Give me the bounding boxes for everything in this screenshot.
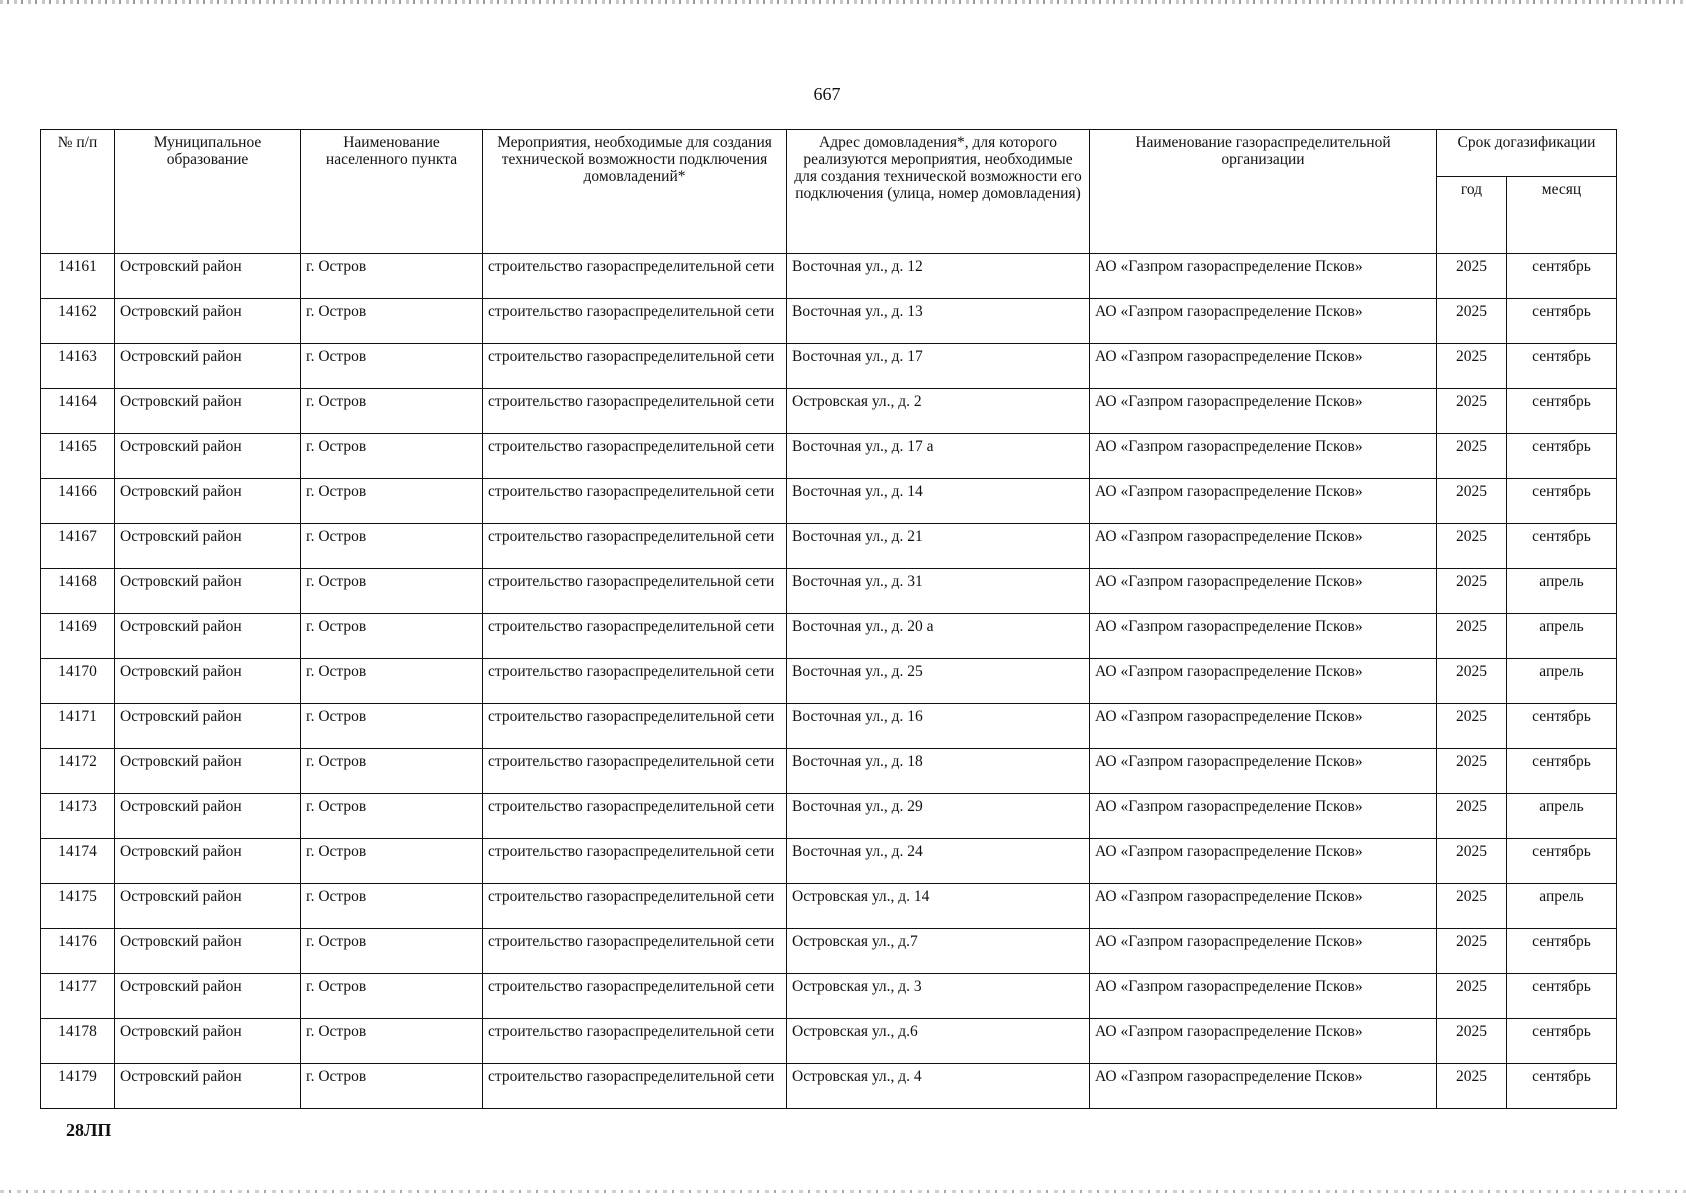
scan-edge-top bbox=[0, 0, 1686, 4]
cell-measure: строительство газораспределительной сети bbox=[483, 794, 787, 839]
cell-organization: АО «Газпром газораспределение Псков» bbox=[1090, 974, 1437, 1019]
cell-month: сентябрь bbox=[1507, 479, 1617, 524]
cell-address: Островская ул., д. 3 bbox=[787, 974, 1090, 1019]
cell-municipality: Островский район bbox=[115, 299, 301, 344]
cell-settlement: г. Остров bbox=[301, 749, 483, 794]
cell-num: 14164 bbox=[41, 389, 115, 434]
cell-num: 14170 bbox=[41, 659, 115, 704]
table-row bbox=[41, 614, 1617, 659]
cell-month: сентябрь bbox=[1507, 974, 1617, 1019]
table-row bbox=[41, 1064, 1617, 1109]
cell-organization: АО «Газпром газораспределение Псков» bbox=[1090, 389, 1437, 434]
table-row bbox=[41, 794, 1617, 839]
cell-settlement: г. Остров bbox=[301, 884, 483, 929]
cell-organization: АО «Газпром газораспределение Псков» bbox=[1090, 299, 1437, 344]
cell-measure: строительство газораспределительной сети bbox=[483, 1064, 787, 1109]
cell-organization: АО «Газпром газораспределение Псков» bbox=[1090, 749, 1437, 794]
cell-municipality: Островский район bbox=[115, 569, 301, 614]
cell-year: 2025 bbox=[1437, 794, 1507, 839]
cell-address: Восточная ул., д. 21 bbox=[787, 524, 1090, 569]
cell-month: сентябрь bbox=[1507, 524, 1617, 569]
cell-organization: АО «Газпром газораспределение Псков» bbox=[1090, 524, 1437, 569]
cell-year: 2025 bbox=[1437, 479, 1507, 524]
cell-municipality: Островский район bbox=[115, 974, 301, 1019]
cell-settlement: г. Остров bbox=[301, 974, 483, 1019]
table-row bbox=[41, 569, 1617, 614]
cell-measure: строительство газораспределительной сети bbox=[483, 704, 787, 749]
table-row bbox=[41, 839, 1617, 884]
cell-year: 2025 bbox=[1437, 254, 1507, 299]
cell-organization: АО «Газпром газораспределение Псков» bbox=[1090, 614, 1437, 659]
cell-organization: АО «Газпром газораспределение Псков» bbox=[1090, 929, 1437, 974]
cell-municipality: Островский район bbox=[115, 344, 301, 389]
cell-address: Островская ул., д. 14 bbox=[787, 884, 1090, 929]
cell-municipality: Островский район bbox=[115, 839, 301, 884]
cell-municipality: Островский район bbox=[115, 254, 301, 299]
cell-address: Восточная ул., д. 29 bbox=[787, 794, 1090, 839]
cell-address: Восточная ул., д. 31 bbox=[787, 569, 1090, 614]
cell-municipality: Островский район bbox=[115, 614, 301, 659]
cell-measure: строительство газораспределительной сети bbox=[483, 839, 787, 884]
table-row bbox=[41, 524, 1617, 569]
gasification-table bbox=[40, 129, 1617, 1109]
cell-address: Островская ул., д.6 bbox=[787, 1019, 1090, 1064]
cell-settlement: г. Остров bbox=[301, 614, 483, 659]
cell-month: сентябрь bbox=[1507, 929, 1617, 974]
cell-settlement: г. Остров bbox=[301, 434, 483, 479]
cell-settlement: г. Остров bbox=[301, 929, 483, 974]
cell-month: апрель bbox=[1507, 794, 1617, 839]
cell-address: Восточная ул., д. 14 bbox=[787, 479, 1090, 524]
cell-municipality: Островский район bbox=[115, 794, 301, 839]
cell-measure: строительство газораспределительной сети bbox=[483, 299, 787, 344]
cell-municipality: Островский район bbox=[115, 524, 301, 569]
cell-month: сентябрь bbox=[1507, 749, 1617, 794]
cell-month: сентябрь bbox=[1507, 389, 1617, 434]
cell-settlement: г. Остров bbox=[301, 839, 483, 884]
cell-num: 14175 bbox=[41, 884, 115, 929]
table-row bbox=[41, 254, 1617, 299]
cell-num: 14161 bbox=[41, 254, 115, 299]
table-row bbox=[41, 974, 1617, 1019]
cell-month: сентябрь bbox=[1507, 344, 1617, 389]
cell-num: 14174 bbox=[41, 839, 115, 884]
header-num: № п/п bbox=[41, 130, 115, 254]
cell-municipality: Островский район bbox=[115, 1064, 301, 1109]
cell-num: 14162 bbox=[41, 299, 115, 344]
cell-measure: строительство газораспределительной сети bbox=[483, 389, 787, 434]
header-month: месяц bbox=[1507, 177, 1617, 254]
table-row bbox=[41, 1019, 1617, 1064]
cell-address: Восточная ул., д. 24 bbox=[787, 839, 1090, 884]
cell-num: 14177 bbox=[41, 974, 115, 1019]
cell-year: 2025 bbox=[1437, 1019, 1507, 1064]
cell-municipality: Островский район bbox=[115, 434, 301, 479]
cell-year: 2025 bbox=[1437, 299, 1507, 344]
cell-measure: строительство газораспределительной сети bbox=[483, 479, 787, 524]
cell-measure: строительство газораспределительной сети bbox=[483, 1019, 787, 1064]
cell-address: Восточная ул., д. 25 bbox=[787, 659, 1090, 704]
table-row bbox=[41, 299, 1617, 344]
header-deadline: Срок догазификации bbox=[1437, 130, 1617, 177]
cell-year: 2025 bbox=[1437, 524, 1507, 569]
cell-settlement: г. Остров bbox=[301, 254, 483, 299]
cell-measure: строительство газораспределительной сети bbox=[483, 614, 787, 659]
cell-municipality: Островский район bbox=[115, 929, 301, 974]
cell-num: 14168 bbox=[41, 569, 115, 614]
cell-settlement: г. Остров bbox=[301, 569, 483, 614]
cell-address: Восточная ул., д. 12 bbox=[787, 254, 1090, 299]
cell-municipality: Островский район bbox=[115, 884, 301, 929]
cell-year: 2025 bbox=[1437, 389, 1507, 434]
cell-month: сентябрь bbox=[1507, 434, 1617, 479]
cell-year: 2025 bbox=[1437, 974, 1507, 1019]
cell-num: 14173 bbox=[41, 794, 115, 839]
cell-measure: строительство газораспределительной сети bbox=[483, 569, 787, 614]
cell-address: Восточная ул., д. 16 bbox=[787, 704, 1090, 749]
cell-address: Восточная ул., д. 17 bbox=[787, 344, 1090, 389]
cell-organization: АО «Газпром газораспределение Псков» bbox=[1090, 884, 1437, 929]
cell-month: сентябрь bbox=[1507, 254, 1617, 299]
cell-measure: строительство газораспределительной сети bbox=[483, 884, 787, 929]
cell-num: 14165 bbox=[41, 434, 115, 479]
cell-address: Островская ул., д. 2 bbox=[787, 389, 1090, 434]
cell-num: 14178 bbox=[41, 1019, 115, 1064]
cell-organization: АО «Газпром газораспределение Псков» bbox=[1090, 704, 1437, 749]
header-year: год bbox=[1437, 177, 1507, 254]
cell-organization: АО «Газпром газораспределение Псков» bbox=[1090, 1019, 1437, 1064]
cell-municipality: Островский район bbox=[115, 389, 301, 434]
cell-month: сентябрь bbox=[1507, 839, 1617, 884]
cell-address: Островская ул., д. 4 bbox=[787, 1064, 1090, 1109]
cell-municipality: Островский район bbox=[115, 479, 301, 524]
cell-measure: строительство газораспределительной сети bbox=[483, 974, 787, 1019]
cell-settlement: г. Остров bbox=[301, 1019, 483, 1064]
cell-organization: АО «Газпром газораспределение Псков» bbox=[1090, 479, 1437, 524]
cell-settlement: г. Остров bbox=[301, 704, 483, 749]
cell-year: 2025 bbox=[1437, 614, 1507, 659]
cell-month: апрель bbox=[1507, 569, 1617, 614]
cell-settlement: г. Остров bbox=[301, 479, 483, 524]
header-row bbox=[41, 130, 1617, 177]
cell-settlement: г. Остров bbox=[301, 299, 483, 344]
cell-organization: АО «Газпром газораспределение Псков» bbox=[1090, 344, 1437, 389]
cell-measure: строительство газораспределительной сети bbox=[483, 344, 787, 389]
cell-year: 2025 bbox=[1437, 1064, 1507, 1109]
cell-year: 2025 bbox=[1437, 929, 1507, 974]
cell-settlement: г. Остров bbox=[301, 1064, 483, 1109]
cell-year: 2025 bbox=[1437, 749, 1507, 794]
cell-month: сентябрь bbox=[1507, 704, 1617, 749]
cell-municipality: Островский район bbox=[115, 1019, 301, 1064]
cell-num: 14163 bbox=[41, 344, 115, 389]
cell-address: Островская ул., д.7 bbox=[787, 929, 1090, 974]
cell-year: 2025 bbox=[1437, 659, 1507, 704]
header-municipality: Муниципальное образование bbox=[115, 130, 301, 254]
cell-measure: строительство газораспределительной сети bbox=[483, 254, 787, 299]
table-row bbox=[41, 344, 1617, 389]
table-row bbox=[41, 389, 1617, 434]
cell-num: 14171 bbox=[41, 704, 115, 749]
cell-organization: АО «Газпром газораспределение Псков» bbox=[1090, 569, 1437, 614]
cell-measure: строительство газораспределительной сети bbox=[483, 929, 787, 974]
cell-month: апрель bbox=[1507, 614, 1617, 659]
cell-month: сентябрь bbox=[1507, 1064, 1617, 1109]
cell-num: 14166 bbox=[41, 479, 115, 524]
footer-code: 28ЛП bbox=[66, 1120, 112, 1140]
scan-edge-bottom bbox=[0, 1190, 1686, 1193]
table-row bbox=[41, 704, 1617, 749]
cell-address: Восточная ул., д. 20 а bbox=[787, 614, 1090, 659]
cell-num: 14172 bbox=[41, 749, 115, 794]
cell-settlement: г. Остров bbox=[301, 794, 483, 839]
cell-year: 2025 bbox=[1437, 704, 1507, 749]
cell-organization: АО «Газпром газораспределение Псков» bbox=[1090, 434, 1437, 479]
cell-month: апрель bbox=[1507, 659, 1617, 704]
header-organization: Наименование газораспределительной организации bbox=[1090, 130, 1437, 254]
cell-num: 14167 bbox=[41, 524, 115, 569]
table-body bbox=[41, 254, 1617, 1109]
cell-municipality: Островский район bbox=[115, 659, 301, 704]
page-number: 667 bbox=[813, 84, 841, 104]
cell-year: 2025 bbox=[1437, 884, 1507, 929]
header-address: Адрес домовладения*, для которого реализуются мероприятия, необходимые для создания технической возможности его подключения (улица, номер домовладения) bbox=[787, 130, 1090, 254]
cell-settlement: г. Остров bbox=[301, 524, 483, 569]
cell-municipality: Островский район bbox=[115, 704, 301, 749]
cell-settlement: г. Остров bbox=[301, 344, 483, 389]
table-header bbox=[41, 130, 1617, 254]
cell-address: Восточная ул., д. 13 bbox=[787, 299, 1090, 344]
cell-measure: строительство газораспределительной сети bbox=[483, 749, 787, 794]
cell-organization: АО «Газпром газораспределение Псков» bbox=[1090, 839, 1437, 884]
cell-year: 2025 bbox=[1437, 839, 1507, 884]
table-row bbox=[41, 659, 1617, 704]
cell-num: 14169 bbox=[41, 614, 115, 659]
cell-organization: АО «Газпром газораспределение Псков» bbox=[1090, 659, 1437, 704]
cell-num: 14179 bbox=[41, 1064, 115, 1109]
cell-organization: АО «Газпром газораспределение Псков» bbox=[1090, 254, 1437, 299]
cell-num: 14176 bbox=[41, 929, 115, 974]
cell-municipality: Островский район bbox=[115, 749, 301, 794]
table-row bbox=[41, 749, 1617, 794]
cell-year: 2025 bbox=[1437, 344, 1507, 389]
table-row bbox=[41, 434, 1617, 479]
cell-year: 2025 bbox=[1437, 434, 1507, 479]
table-row bbox=[41, 479, 1617, 524]
cell-organization: АО «Газпром газораспределение Псков» bbox=[1090, 794, 1437, 839]
cell-year: 2025 bbox=[1437, 569, 1507, 614]
cell-measure: строительство газораспределительной сети bbox=[483, 524, 787, 569]
cell-month: сентябрь bbox=[1507, 299, 1617, 344]
cell-address: Восточная ул., д. 18 bbox=[787, 749, 1090, 794]
header-settlement: Наименование населенного пункта bbox=[301, 130, 483, 254]
cell-address: Восточная ул., д. 17 а bbox=[787, 434, 1090, 479]
header-measures: Мероприятия, необходимые для создания технической возможности подключения домовладений* bbox=[483, 130, 787, 254]
cell-settlement: г. Остров bbox=[301, 389, 483, 434]
cell-month: апрель bbox=[1507, 884, 1617, 929]
cell-organization: АО «Газпром газораспределение Псков» bbox=[1090, 1064, 1437, 1109]
cell-settlement: г. Остров bbox=[301, 659, 483, 704]
table-row bbox=[41, 929, 1617, 974]
cell-month: сентябрь bbox=[1507, 1019, 1617, 1064]
cell-measure: строительство газораспределительной сети bbox=[483, 659, 787, 704]
cell-measure: строительство газораспределительной сети bbox=[483, 434, 787, 479]
table-row bbox=[41, 884, 1617, 929]
